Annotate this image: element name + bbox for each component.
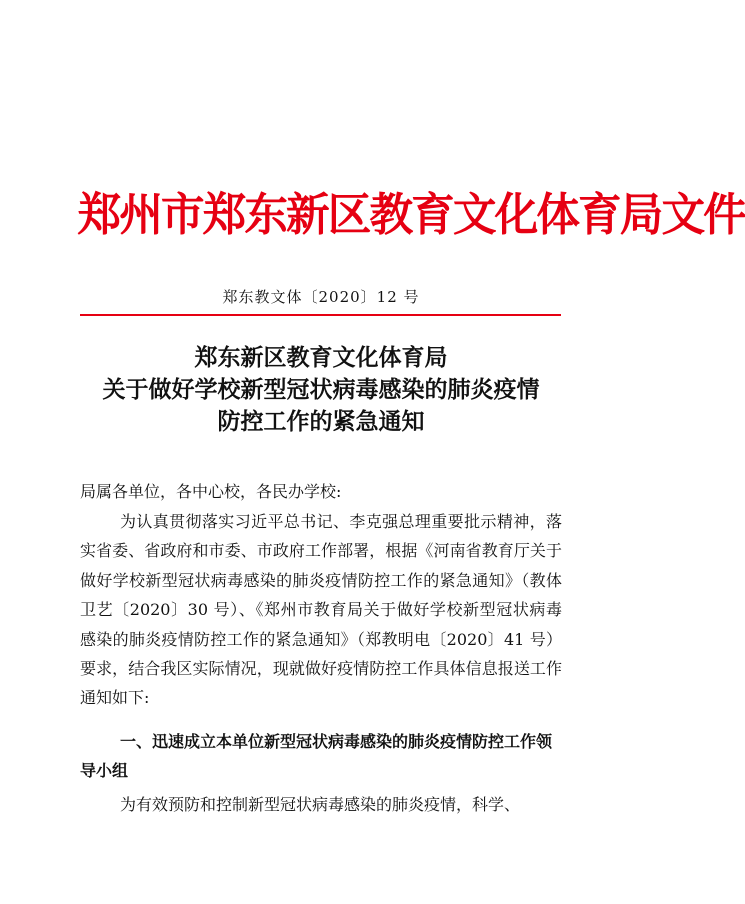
body-paragraph-2: 为有效预防和控制新型冠状病毒感染的肺炎疫情，科学、 <box>120 795 521 814</box>
title-line-2: 关于做好学校新型冠状病毒感染的肺炎疫情 <box>102 377 540 403</box>
addressee: 局属各单位，各中心校，各民办学校: <box>80 482 342 501</box>
title-line-3: 防控工作的紧急通知 <box>217 409 425 435</box>
document-number: 郑东教文体〔2020〕12 号 <box>222 288 420 306</box>
body-paragraph-1: 为认真贯彻落实习近平总书记、李克强总理重要批示精神，落实省委、省政府和市委、市政府工作部署，根据《河南省教育厅关于做好学校新型冠状病毒感染的肺炎疫情防控工作的紧急通知》（教体卫艺〔2020〕30 号）、《郑州市教育局关于做好学校新型冠状病毒感染的肺炎疫情防控工作的紧急通知》（郑教明电〔2020〕41 号）要求，结合我区实际情况，现就做好疫情防控工作具体信息报送工作通知如下: <box>80 512 562 708</box>
red-header-title: 郑州市郑东新区教育文化体育局文件 <box>77 188 745 241</box>
title-line-1: 郑东新区教育文化体育局 <box>194 345 448 371</box>
section-heading-1: 一、迅速成立本单位新型冠状病毒感染的肺炎疫情防控工作领导小组 <box>80 732 553 781</box>
red-divider-line <box>80 314 561 316</box>
notice-title <box>0 342 642 438</box>
